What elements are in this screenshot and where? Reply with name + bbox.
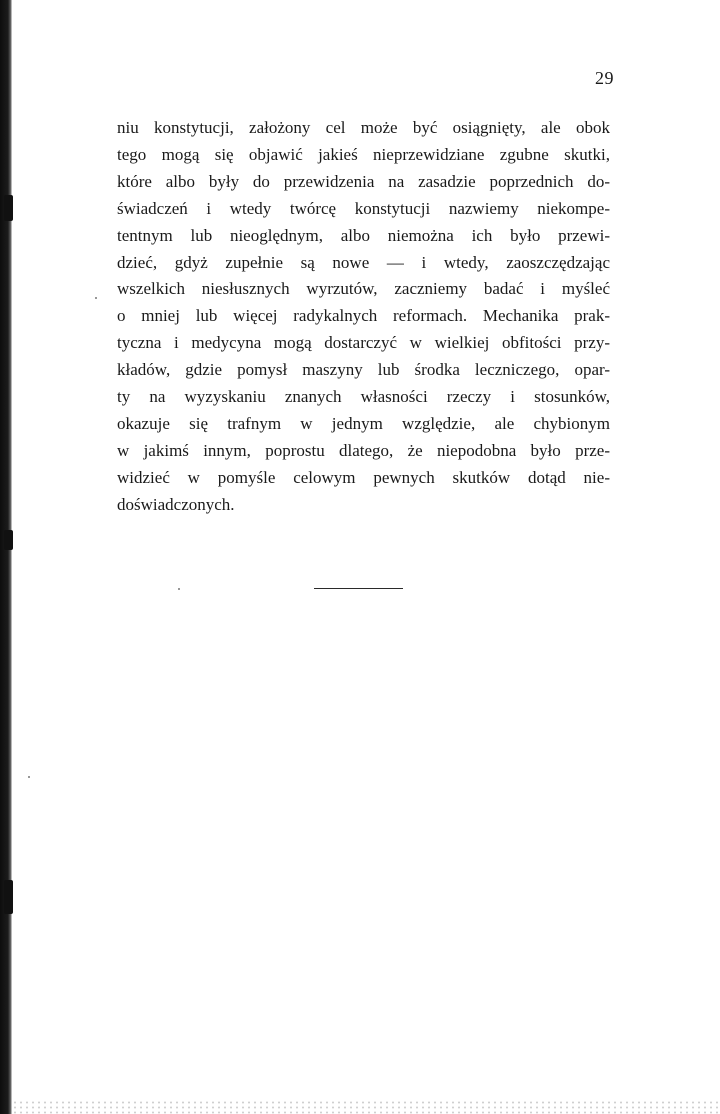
body-paragraph [117,115,610,519]
text-line: które albo były do przewidzenia na zasadzie poprzednich do- [117,171,610,191]
text-line: dzieć, gdyż zupełnie są nowe — i wtedy, zaoszczędzając [117,252,610,272]
binding-speck [4,195,13,221]
binding-speck [4,880,13,914]
text-line: niu konstytucji, założony cel może być osiągnięty, ale obok [117,118,610,137]
print-speck [95,297,97,299]
print-speck [28,776,30,778]
text-line: kładów, gdzie pomysł maszyny lub środka leczniczego, opar- [117,360,610,380]
print-speck [178,588,180,590]
text-line: o mniej lub więcej radykalnych reformach. Mechanika prak- [117,306,610,326]
page-binding-edge [0,0,12,1114]
scan-noise [12,1100,720,1114]
page-number: 29 [595,68,614,88]
text-line: widzieć w pomyśle celowym pewnych skutków dotąd nie- [117,467,610,487]
text-line: doświadczonych. [117,494,235,514]
text-line: okazuje się trafnym w jednym względzie, ale chybionym [117,413,610,433]
text-line: tyczna i medycyna mogą dostarczyć w wielkiej obfitości przy- [117,333,610,353]
text-line: tego mogą się objawić jakieś nieprzewidziane zgubne skutki, [117,144,610,164]
text-line: w jakimś innym, poprostu dlatego, że niepodobna było prze- [117,440,610,460]
text-line: wszelkich niesłusznych wyrzutów, zaczniemy badać i myśleć [117,279,610,299]
binding-speck [4,530,13,550]
section-end-rule [314,588,403,589]
text-line: tentnym lub nieoględnym, albo niemożna ich było przewi- [117,225,610,245]
text-line: ty na wyzyskaniu znanych własności rzeczy i stosunków, [117,387,610,407]
text-line: świadczeń i wtedy twórcę konstytucji nazwiemy niekompe- [117,198,610,218]
